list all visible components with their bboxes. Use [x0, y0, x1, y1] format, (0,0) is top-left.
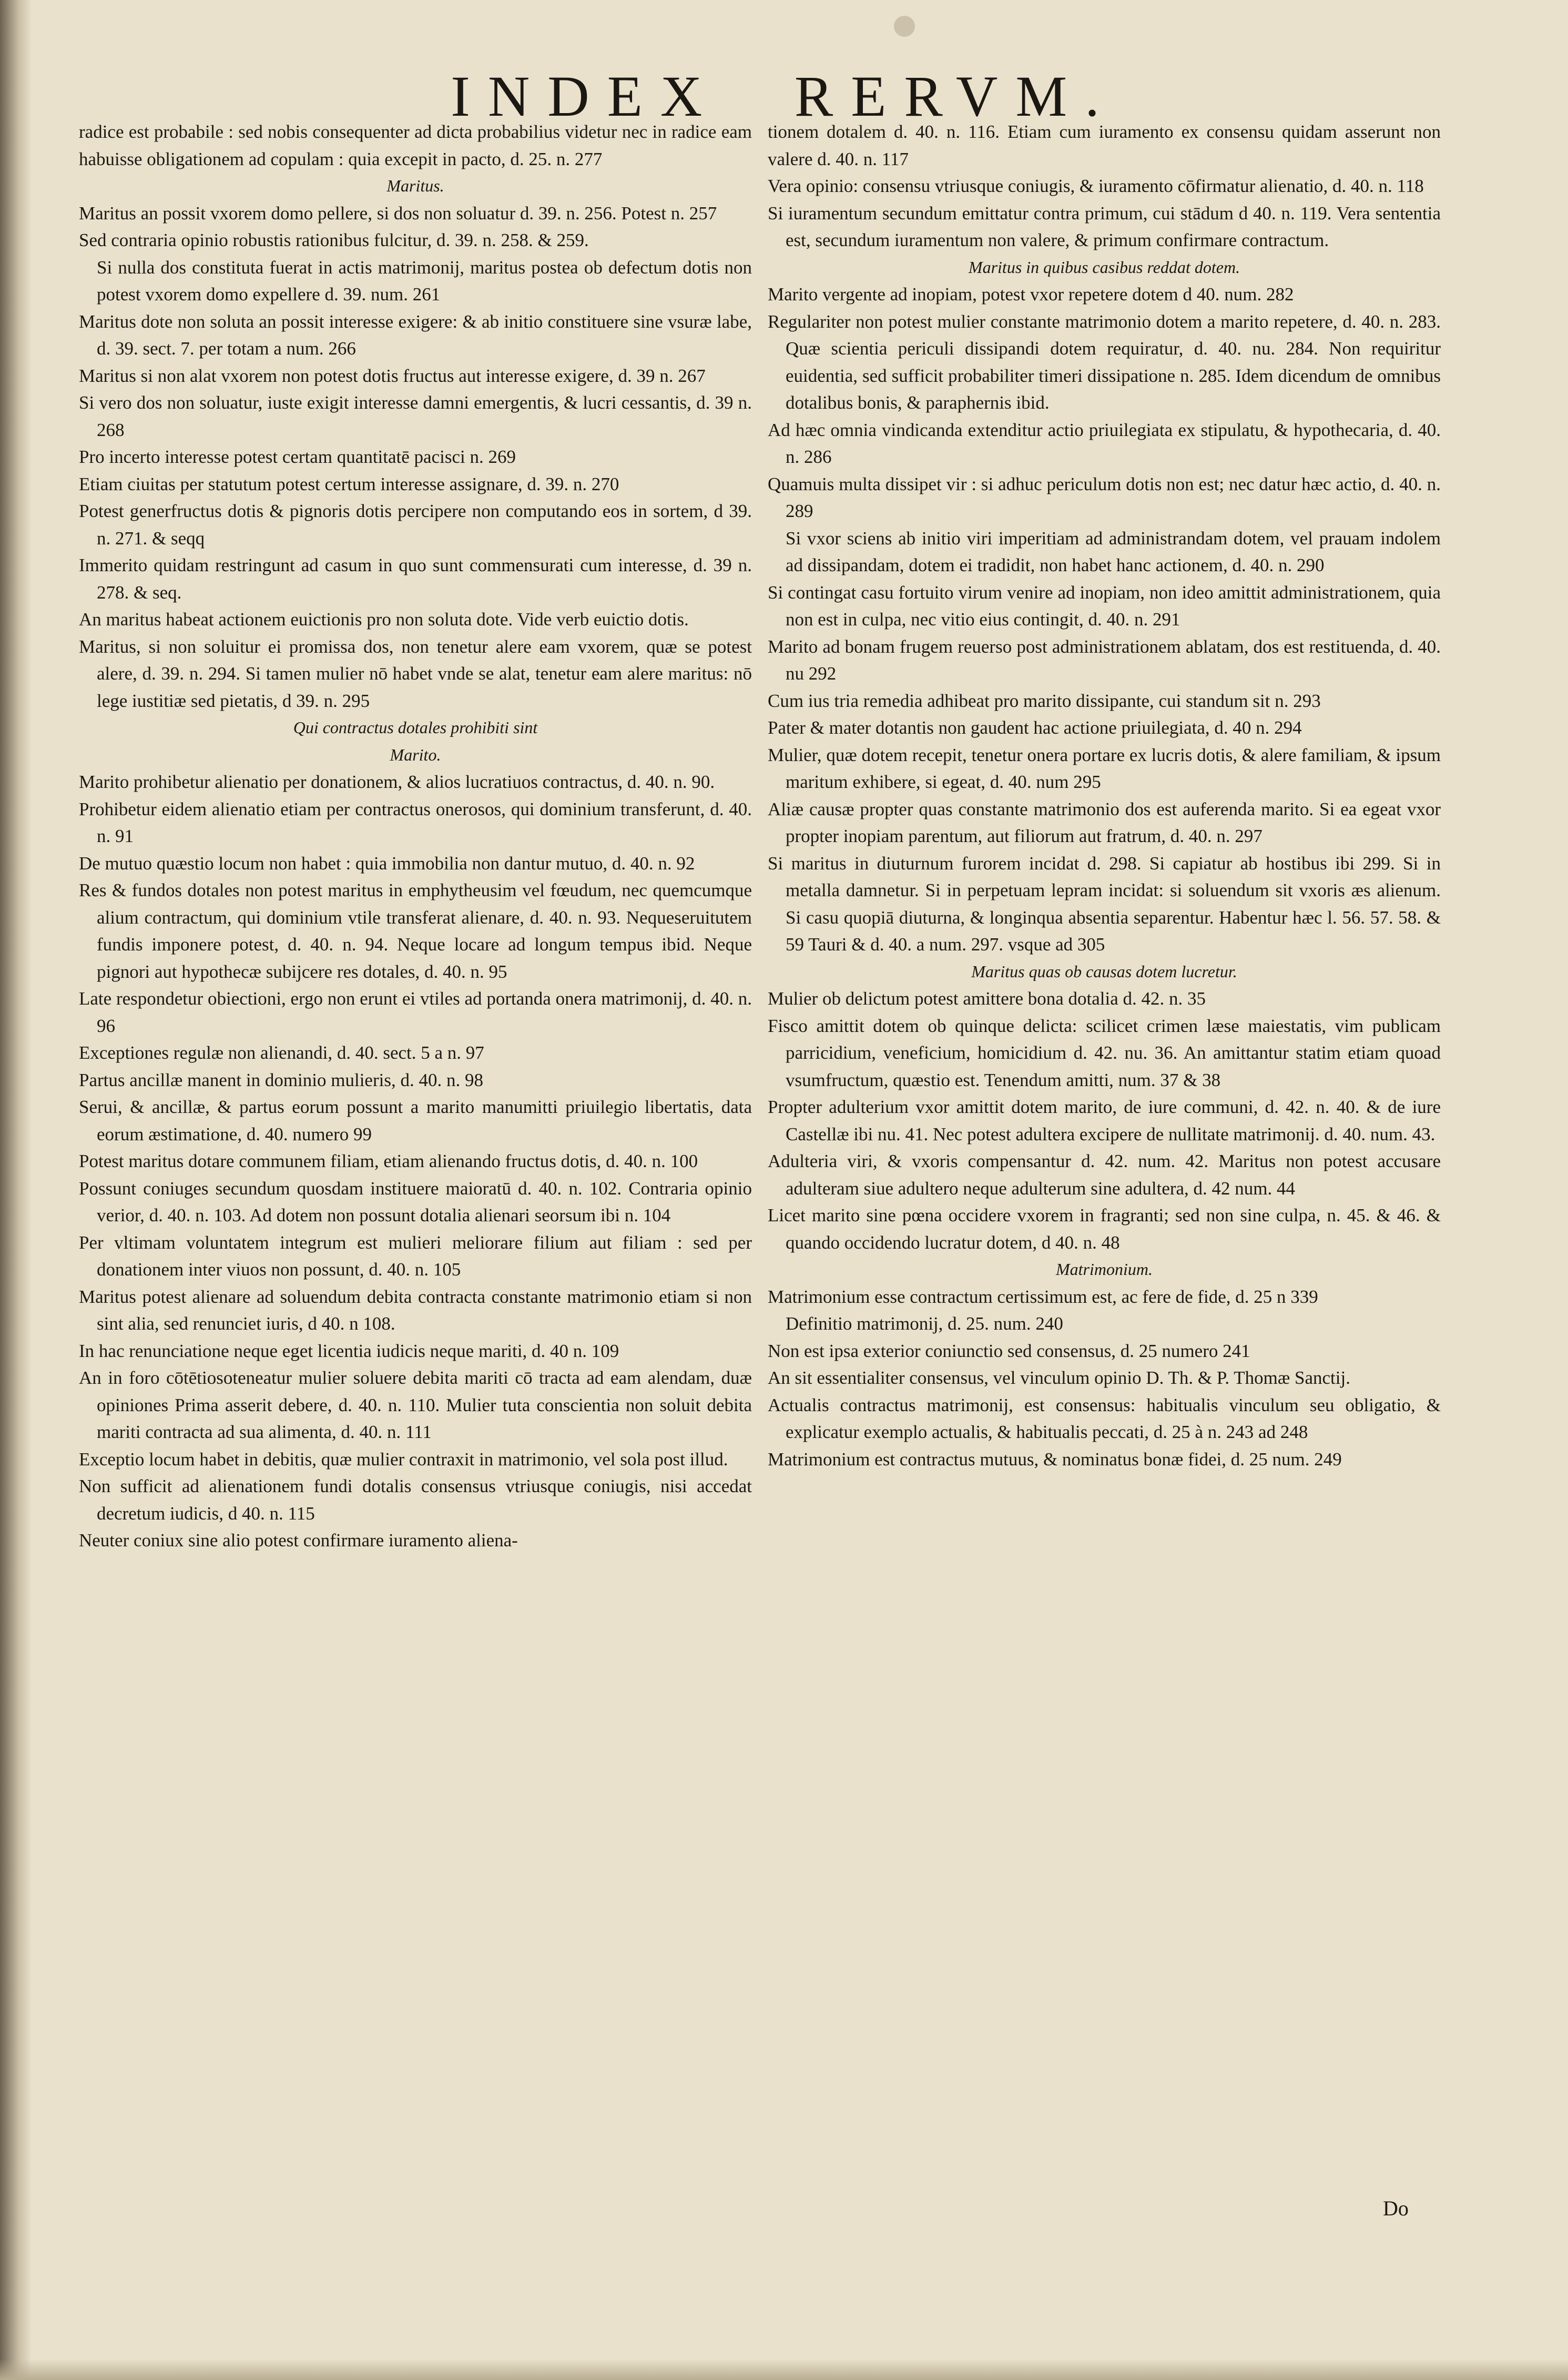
- index-entry: Definitio matrimonij, d. 25. num. 240: [786, 1313, 1063, 1334]
- index-entry: De mutuo quæstio locum non habet : quia immobilia non dantur mutuo, d. 40. n. 92: [79, 853, 695, 874]
- running-head-left: INDEX: [451, 64, 720, 128]
- index-entry: Cum ius tria remedia adhibeat pro marito dissipante, cui standum sit n. 293: [768, 690, 1321, 711]
- index-entry: Non sufficit ad alienationem fundi dotalis consensus vtriusque coniugis, nisi accedat decretum iudicis, d 40. n. 115: [79, 1476, 752, 1524]
- index-entry: Potest generfructus dotis & pignoris dotis percipere non computando eos in sortem, d 39. n. 271. & seqq: [79, 501, 752, 549]
- index-entry: Actualis contractus matrimonij, est consensus: habitualis vinculum seu obligatio, & explicatur exemplo actualis, & habitualis peccati, d. 25 à n. 243 ad 248: [768, 1394, 1441, 1442]
- index-entry: Neuter coniux sine alio potest confirmare iuramento aliena-: [79, 1530, 518, 1551]
- index-entry: Pro incerto interesse potest certam quantitatē pacisci n. 269: [79, 447, 516, 467]
- index-entry: Mulier, quæ dotem recepit, tenetur onera portare ex lucris dotis, & alere familiam, & ipsum maritum exhibere, si egeat, d. 40. num 295: [768, 744, 1441, 792]
- section-heading: Marito.: [390, 745, 441, 764]
- section-heading: Matrimonium.: [1056, 1260, 1153, 1279]
- index-entry: Immerito quidam restringunt ad casum in quo sunt commensurati cum interesse, d. 39 n. 278. & seq.: [79, 555, 752, 603]
- ink-stain: [894, 16, 915, 37]
- index-entry: Marito prohibetur alienatio per donationem, & alios lucratiuos contractus, d. 40. n. 90.: [79, 772, 715, 792]
- index-entry: Exceptio locum habet in debitis, quæ mulier contraxit in matrimonio, vel sola post illud.: [79, 1449, 728, 1470]
- right-column: [768, 118, 1441, 1473]
- index-entry: Prohibetur eidem alienatio etiam per contractus onerosos, qui dominium transferunt, d. 40. n. 91: [79, 798, 752, 846]
- index-entry: Maritus, si non soluitur ei promissa dos, non tenetur alere eam vxorem, quæ se potest alere, d. 39. n. 294. Si tamen mulier nō habet vnde se alat, tenetur eam alere maritus: nō lege iustitiæ sed pietatis, d 39. n. 295: [79, 636, 752, 711]
- index-entry: Late respondetur obiectioni, ergo non erunt ei vtiles ad portanda onera matrimonij, d. 40. n. 96: [79, 988, 752, 1036]
- index-entry: Propter adulterium vxor amittit dotem marito, de iure communi, d. 42. n. 40. & de iure Castellæ ibi nu. 41. Nec potest adultera excipere de nullitate matrimonij. d. 40. num. 43.: [768, 1097, 1441, 1145]
- index-entry: Marito ad bonam frugem reuerso post administrationem ablatam, dos est restituenda, d. 40. nu 292: [768, 636, 1441, 684]
- index-entry: Res & fundos dotales non potest maritus in emphytheusim vel fœudum, nec quemcumque alium contractum, qui dominium vtile transferat alienare, d. 40. n. 93. Nequeseruitutem fundis imponere potest, d. 40. n. 94. Neque locare ad longum tempus ibid. Neque pignori aut hypothecæ subijcere res dotales, d. 40. n. 95: [79, 880, 752, 982]
- index-entry: Sed contraria opinio robustis rationibus fulcitur, d. 39. n. 258. & 259.: [79, 230, 589, 250]
- index-entry: Mulier ob delictum potest amittere bona dotalia d. 42. n. 35: [768, 988, 1206, 1009]
- index-entry: Maritus an possit vxorem domo pellere, si dos non soluatur d. 39. n. 256. Potest n. 257: [79, 202, 717, 224]
- index-entry: radice est probabile : sed nobis consequenter ad dicta probabilius videtur nec in radice eam habuisse obligationem ad copulam : quia excepit in pacto, d. 25. n. 277: [79, 121, 752, 169]
- index-entry: Exceptiones regulæ non alienandi, d. 40. sect. 5 a n. 97: [79, 1042, 484, 1063]
- index-entry: Si nulla dos constituta fuerat in actis matrimonij, maritus postea ob defectum dotis non potest vxorem domo expellere d. 39. num. 261: [97, 257, 752, 305]
- index-entry: Possunt coniuges secundum quosdam instituere maioratū d. 40. n. 102. Contraria opinio verior, d. 40. n. 103. Ad dotem non possunt dotalia alienari seorsum ibi n. 104: [79, 1178, 752, 1226]
- index-entry: Si maritus in diuturnum furorem incidat d. 298. Si capiatur ab hostibus ibi 299. Si in metalla damnetur. Si in perpetuam lepram incidat: si soluendum sit vxoris æs alienum. Si casu quopiā diuturna, & longinqua absentia separentur. Habentur hæc l. 56. 57. 58. & 59 Tauri & d. 40. a num. 297. vsque ad 305: [768, 853, 1441, 955]
- section-heading: Maritus.: [386, 176, 444, 195]
- page-gutter-shadow: [0, 0, 32, 2380]
- index-entry: An in foro cōtētiosoteneatur mulier soluere debita mariti cō tracta ad eam alendam, duæ opiniones Prima asserit debere, d. 40. n. 110. Mulier tuta conscientia non soluit debita mariti contracta ad sua alimenta, d. 40. n. 111: [79, 1368, 752, 1442]
- index-entry: Fisco amittit dotem ob quinque delicta: scilicet crimen læse maiestatis, vim publicam parricidium, veneficium, homicidium d. 42. nu. 36. An amittantur statim etiam quoad vsumfructum, quæstio est. Tenendum amitti, num. 37 & 38: [768, 1015, 1441, 1090]
- index-entry: An sit essentialiter consensus, vel vinculum opinio D. Th. & P. Thomæ Sanctij.: [768, 1368, 1350, 1388]
- index-entry: Regulariter non potest mulier constante matrimonio dotem a marito repetere, d. 40. n. 283. Quæ scientia periculi dissipandi dotem requiratur, d. 40. nu. 284. Non requiritur euidentia, sed sufficit probabiliter timeri dissipatione n. 285. Idem dicendum de omnibus dotalibus bonis, & paraphernis ibid.: [768, 311, 1441, 413]
- index-entry: Potest maritus dotare communem filiam, etiam alienando fructus dotis, d. 40. n. 100: [79, 1151, 698, 1171]
- index-entry: Serui, & ancillæ, & partus eorum possunt a marito manumitti priuilegio libertatis, data eorum æstimatione, d. 40. numero 99: [79, 1097, 752, 1145]
- index-entry: Adulteria viri, & vxoris compensantur d. 42. num. 42. Maritus non potest accusare adulteram siue adultero neque adulterum sine adultera, d. 42 num. 44: [768, 1151, 1441, 1199]
- index-entry: Maritus si non alat vxorem non potest dotis fructus aut interesse exigere, d. 39 n. 267: [79, 365, 706, 386]
- index-entry: In hac renunciatione neque eget licentia iudicis neque mariti, d. 40 n. 109: [79, 1340, 619, 1361]
- index-entry: Si contingat casu fortuito virum venire ad inopiam, non ideo amittit administrationem, quia non est in culpa, nec vitio eius contingit, d. 40. n. 291: [768, 582, 1441, 630]
- index-entry: Maritus dote non soluta an possit interesse exigere: & ab initio constituere sine vsuræ labe, d. 39. sect. 7. per totam a num. 266: [79, 311, 752, 359]
- index-entry: Etiam ciuitas per statutum potest certum interesse assignare, d. 39. n. 270: [79, 473, 619, 494]
- section-heading: Maritus in quibus casibus reddat dotem.: [968, 257, 1240, 277]
- running-head-right: RERVM.: [794, 64, 1117, 128]
- section-heading: Maritus quas ob causas dotem lucretur.: [971, 961, 1237, 981]
- index-entry: Marito vergente ad inopiam, potest vxor repetere dotem d 40. num. 282: [768, 284, 1294, 305]
- section-heading: Qui contractus dotales prohibiti sint: [293, 718, 538, 737]
- index-entry: Pater & mater dotantis non gaudent hac actione priuilegiata, d. 40 n. 294: [768, 717, 1302, 738]
- index-entry: Ad hæc omnia vindicanda extenditur actio priuilegiata ex stipulatu, & hypothecaria, d. 40. n. 286: [768, 419, 1441, 467]
- index-entry: Maritus potest alienare ad soluendum debita contracta constante matrimonio etiam si non sint alia, sed renunciet iuris, d 40. n 108.: [79, 1286, 752, 1334]
- index-entry: An maritus habeat actionem euictionis pro non soluta dote. Vide verb euictio dotis.: [79, 609, 689, 630]
- index-entry: Si vero dos non soluatur, iuste exigit interesse damni emergentis, & lucri cessantis, d. 39 n. 268: [79, 392, 752, 440]
- catchword: Do: [1383, 2196, 1409, 2220]
- index-entry: Licet marito sine pœna occidere vxorem in fragranti; sed non sine culpa, n. 45. & 46. & quando occidendo lucratur dotem, d 40. n. 48: [768, 1205, 1441, 1253]
- index-entry: Si vxor sciens ab initio viri imperitiam ad administrandam dotem, vel prauam indolem ad dissipandam, dotem ei tradidit, non habet hanc actionem, d. 40. n. 290: [786, 528, 1441, 575]
- index-entry: Non est ipsa exterior coniunctio sed consensus, d. 25 numero 241: [768, 1340, 1250, 1361]
- index-entry: Partus ancillæ manent in dominio mulieris, d. 40. n. 98: [79, 1069, 483, 1090]
- left-column: [79, 118, 752, 1554]
- index-entry: Aliæ causæ propter quas constante matrimonio dos est auferenda marito. Si ea egeat vxor propter inopiam parentum, aut filiorum aut fratrum, d. 40. n. 297: [768, 798, 1441, 846]
- page-bottom-shadow: [0, 2359, 1568, 2380]
- index-entry: Matrimonium est contractus mutuus, & nominatus bonæ fidei, d. 25 num. 249: [768, 1449, 1342, 1470]
- index-entry: Si iuramentum secundum emittatur contra primum, cui stādum d 40. n. 119. Vera sententia est, secundum iuramentum non valere, & primum confirmare contractum.: [768, 202, 1441, 250]
- index-entry: Per vltimam voluntatem integrum est mulieri meliorare filium aut filiam : sed per donationem inter viuos non possunt, d. 40. n. 105: [79, 1232, 752, 1280]
- index-entry: Quamuis multa dissipet vir : si adhuc periculum dotis non est; nec datur hæc actio, d. 40. n. 289: [768, 473, 1441, 521]
- index-entry: Matrimonium esse contractum certissimum est, ac fere de fide, d. 25 n 339: [768, 1286, 1318, 1307]
- index-entry: Vera opinio: consensu vtriusque coniugis, & iuramento cōfirmatur alienatio, d. 40. n. 118: [768, 176, 1424, 196]
- index-entry: tionem dotalem d. 40. n. 116. Etiam cum iuramento ex consensu quidam asserunt non valere d. 40. n. 117: [768, 121, 1441, 169]
